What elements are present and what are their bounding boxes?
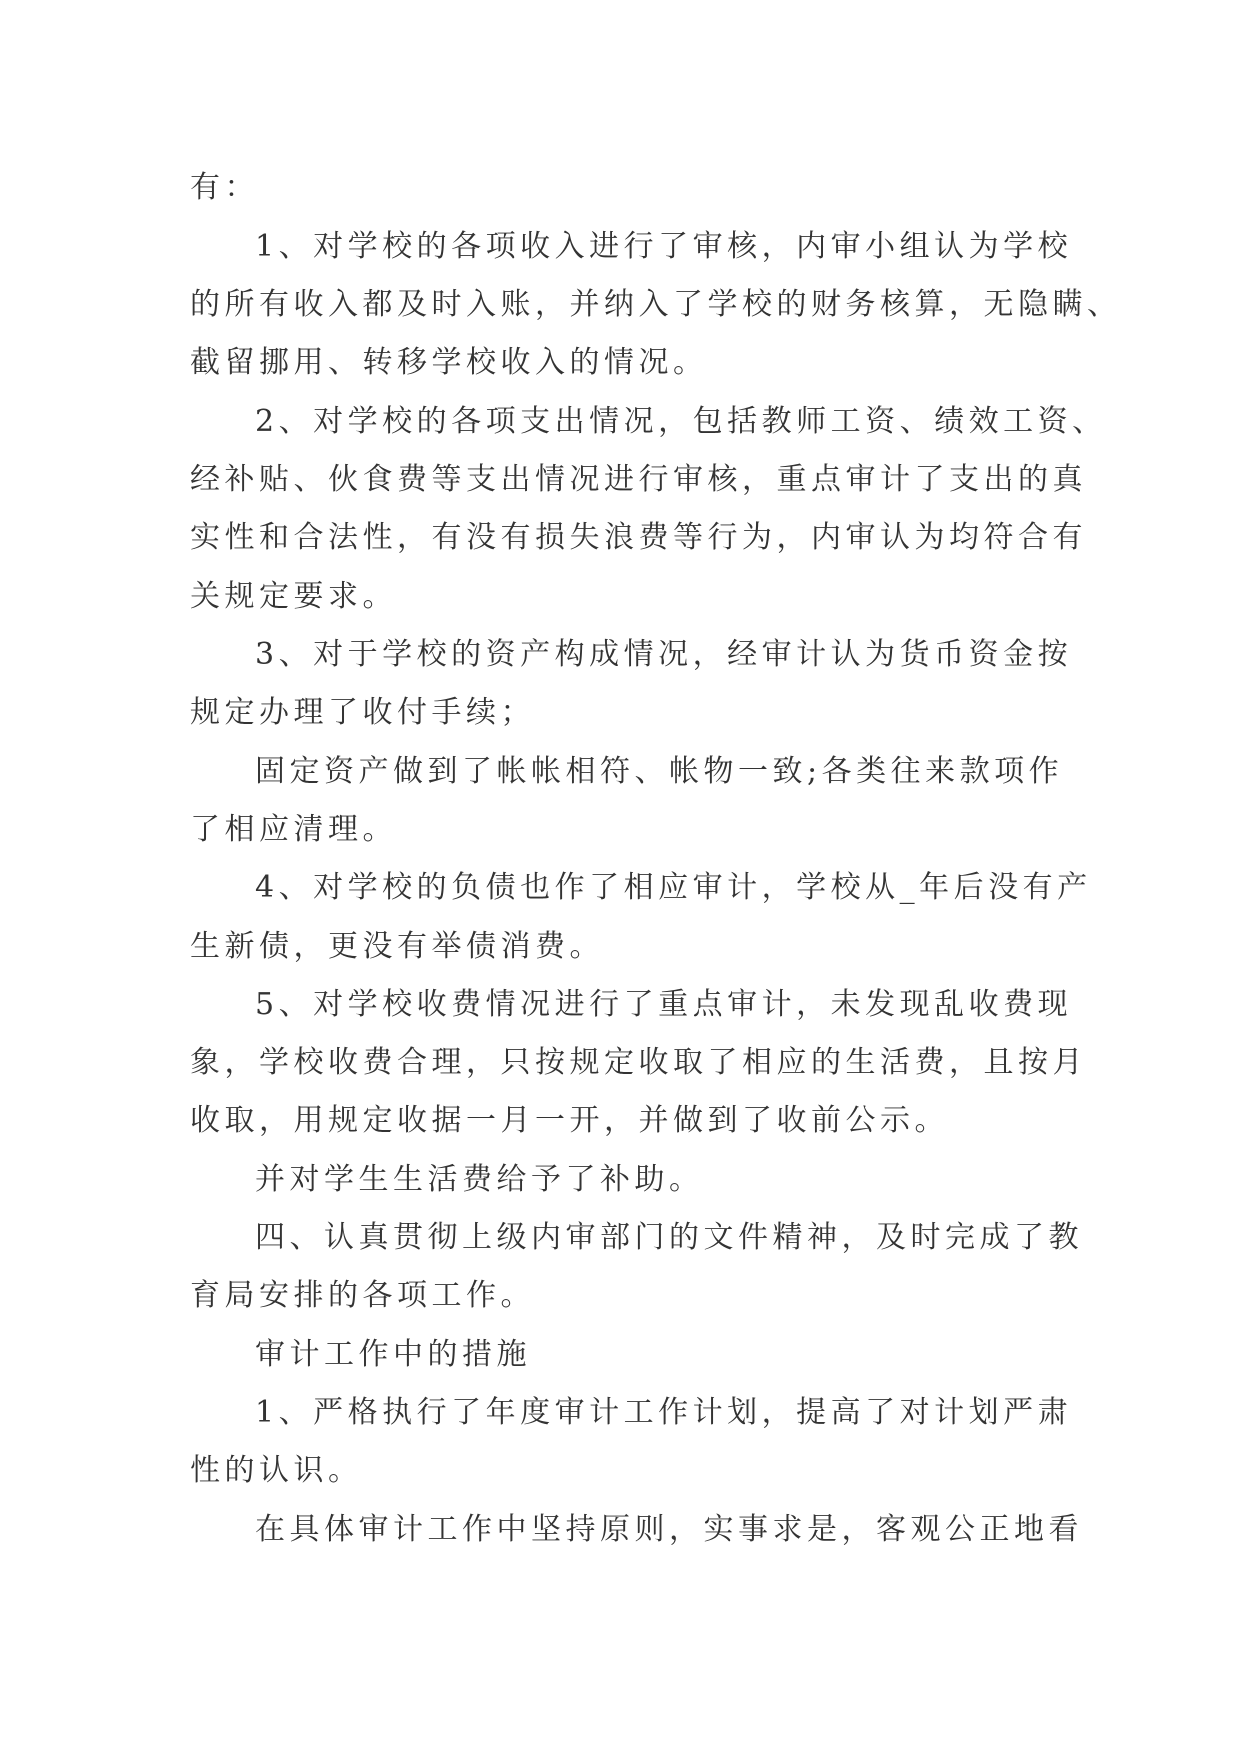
text-line: 固定资产做到了帐帐相符、帐物一致;各类往来款项作 — [255, 754, 1064, 789]
text-line: 在具体审计工作中坚持原则，实事求是，客观公正地看 — [255, 1512, 1083, 1547]
text-line: 生新债，更没有举债消费。 — [190, 929, 604, 964]
text-line: 性的认识。 — [190, 1453, 363, 1488]
text-line: 育局安排的各项工作。 — [190, 1278, 535, 1313]
text-line: 并对学生生活费给予了补助。 — [255, 1162, 704, 1197]
text-line: 截留挪用、转移学校收入的情况。 — [190, 345, 708, 380]
text-line: 收取，用规定收据一月一开，并做到了收前公示。 — [190, 1103, 949, 1138]
text-line: 审计工作中的措施 — [255, 1337, 531, 1372]
text-line: 3、对于学校的资产构成情况，经审计认为货币资金按 — [255, 637, 1073, 672]
text-line: 经补贴、伙食费等支出情况进行审核，重点审计了支出的真 — [190, 462, 1087, 497]
text-line: 有： — [190, 170, 259, 205]
text-line: 关规定要求。 — [190, 579, 397, 614]
text-line: 象，学校收费合理，只按规定收取了相应的生活费，且按月 — [190, 1045, 1087, 1080]
text-line: 2、对学校的各项支出情况，包括教师工资、绩效工资、 — [255, 404, 1107, 439]
text-line: 实性和合法性，有没有损失浪费等行为，内审认为均符合有 — [190, 520, 1087, 555]
text-line: 的所有收入都及时入账，并纳入了学校的财务核算，无隐瞒、 — [190, 287, 1122, 322]
text-line: 规定办理了收付手续； — [190, 695, 535, 730]
text-line: 1、严格执行了年度审计工作计划，提高了对计划严肃 — [255, 1395, 1073, 1430]
text-line: 1、对学校的各项收入进行了审核，内审小组认为学校 — [255, 229, 1073, 264]
text-line: 四、认真贯彻上级内审部门的文件精神，及时完成了教 — [255, 1220, 1083, 1255]
text-line: 4、对学校的负债也作了相应审计，学校从_年后没有产 — [255, 870, 1092, 905]
text-line: 5、对学校收费情况进行了重点审计，未发现乱收费现 — [255, 987, 1073, 1022]
text-line: 了相应清理。 — [190, 812, 397, 847]
